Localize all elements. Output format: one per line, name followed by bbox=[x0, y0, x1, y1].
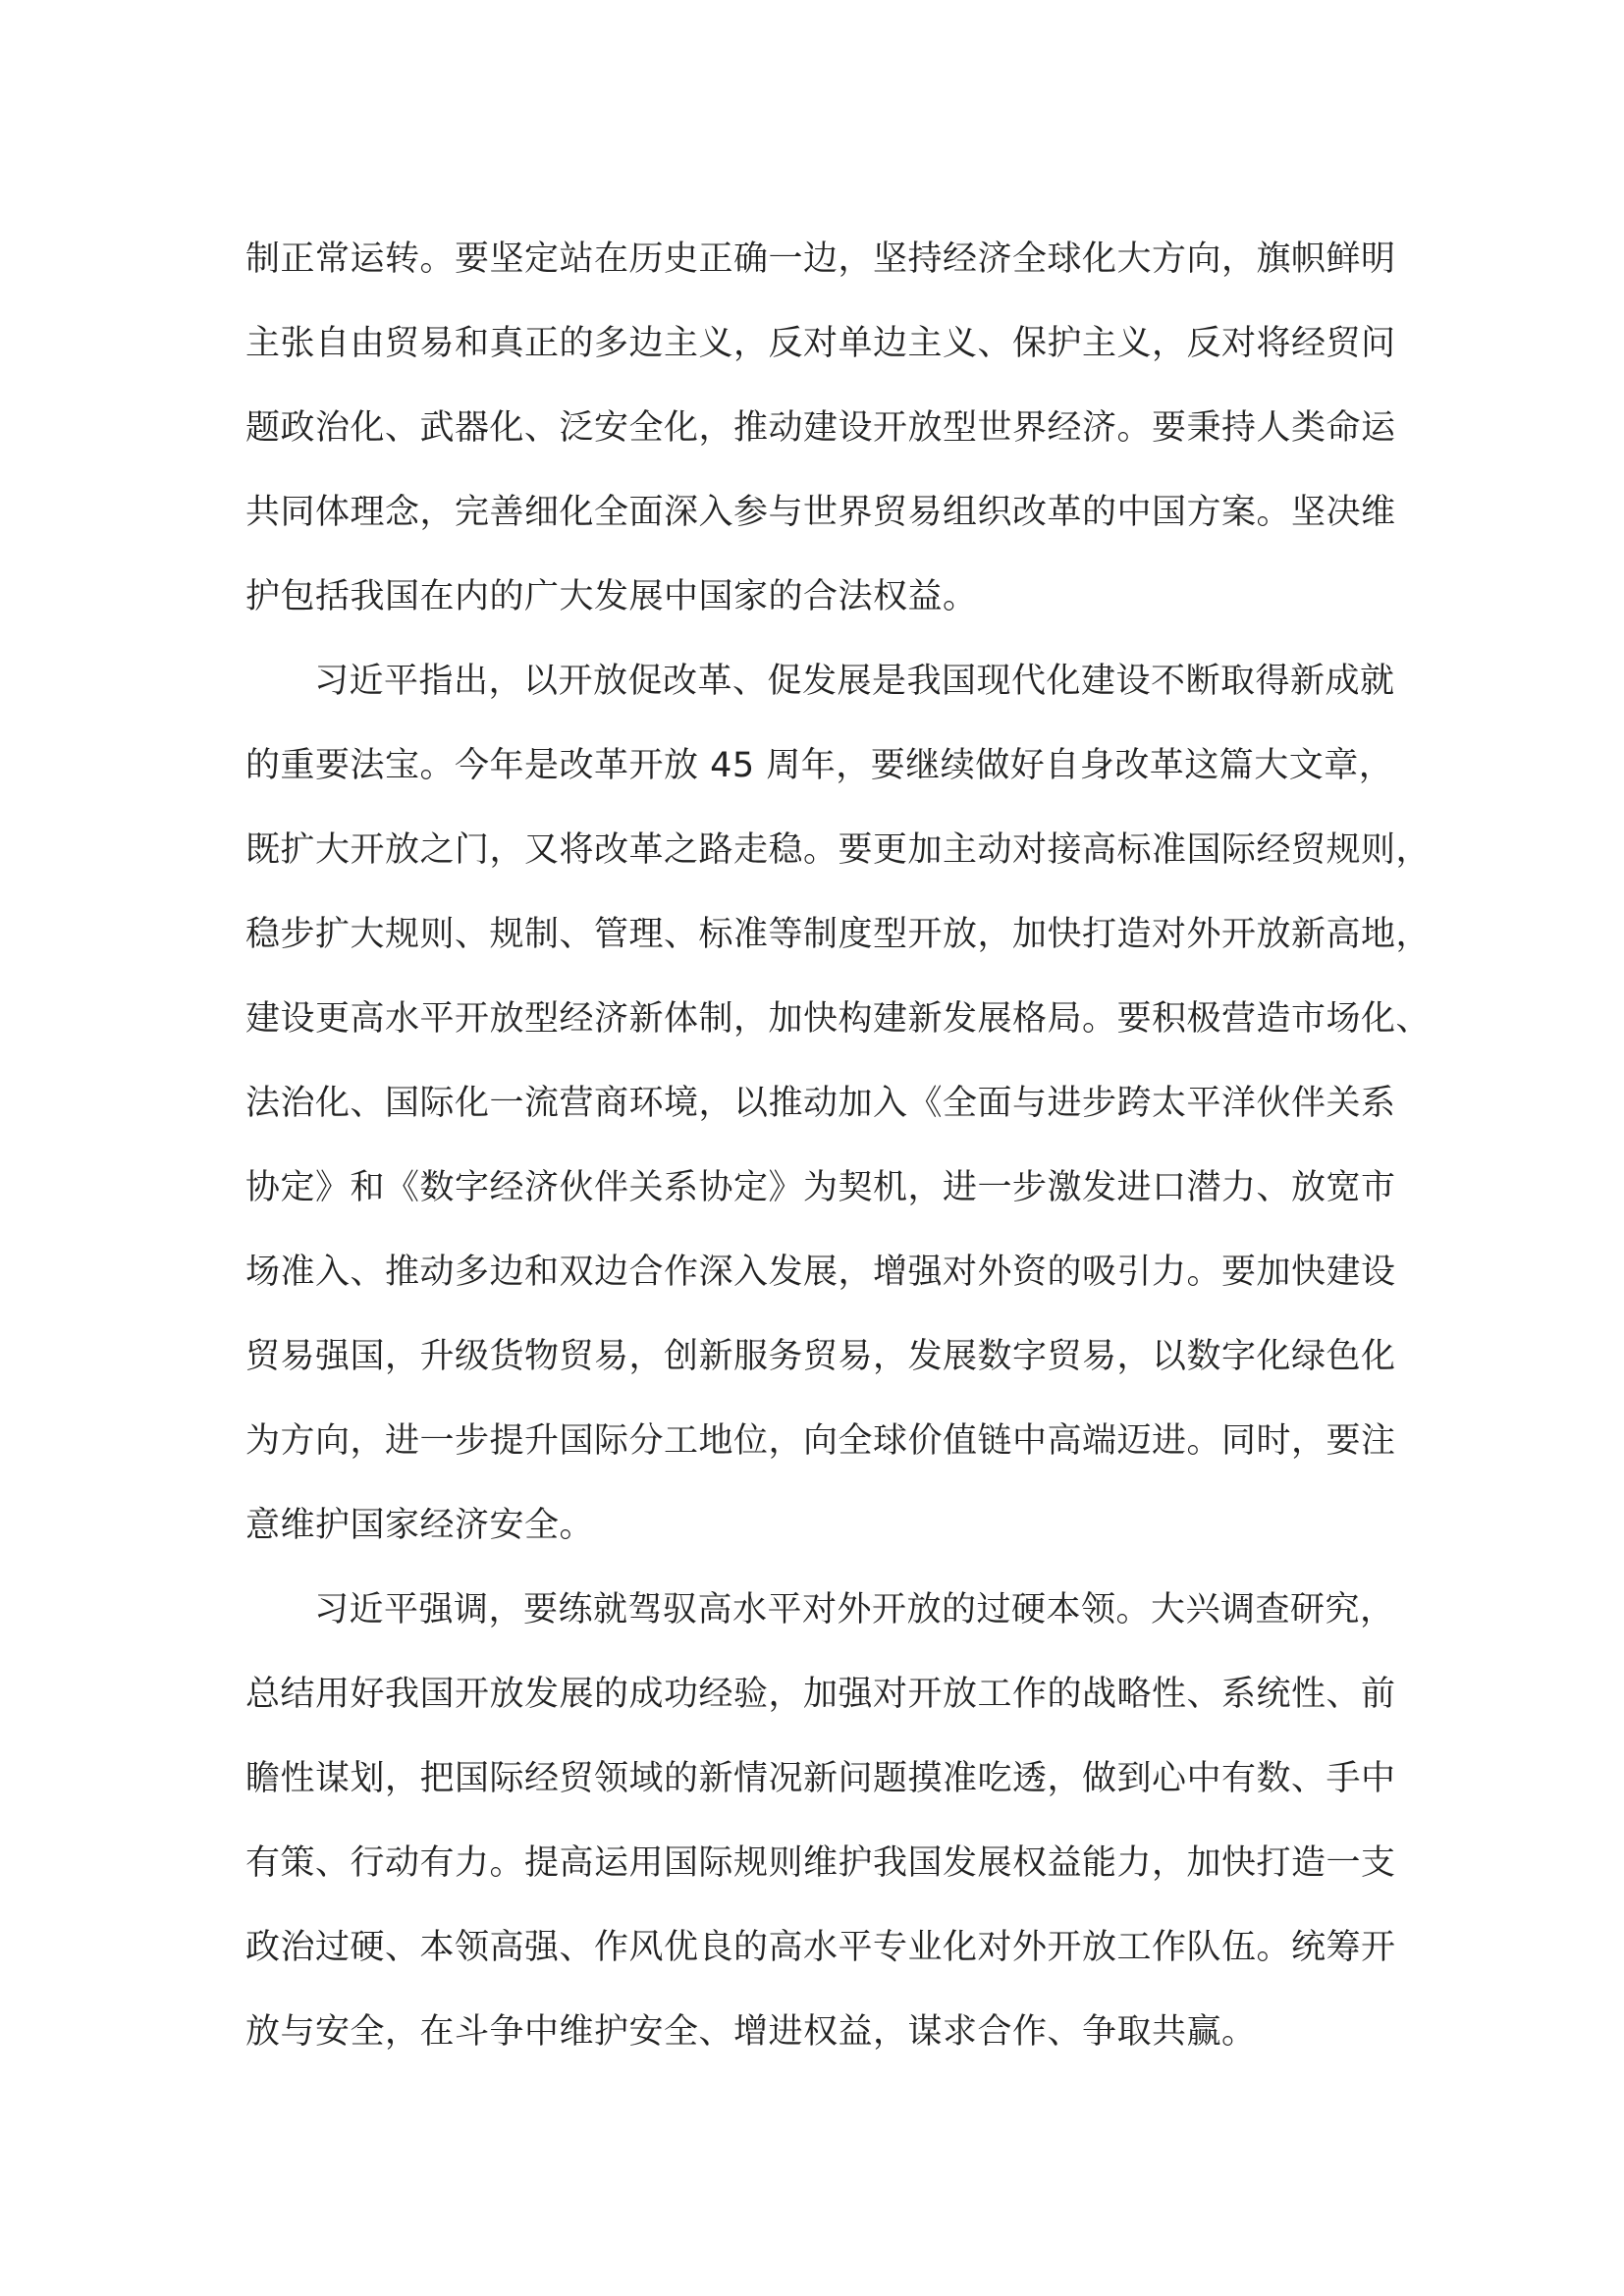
paragraph-line: 的重要法宝。今年是改革开放 45 周年，要继续做好自身改革这篇大文章， bbox=[245, 746, 1394, 785]
paragraph-line: 总结用好我国开放发展的成功经验，加强对开放工作的战略性、系统性、前 bbox=[245, 1675, 1396, 1714]
paragraph-line: 贸易强国，升级货物贸易，创新服务贸易，发展数字贸易，以数字化绿色化 bbox=[245, 1337, 1396, 1376]
paragraph-line: 制正常运转。要坚定站在历史正确一边，坚持经济全球化大方向，旗帜鲜明 bbox=[245, 240, 1396, 279]
paragraph-line: 为方向，进一步提升国际分工地位，向全球价值链中高端迈进。同时，要注 bbox=[245, 1421, 1396, 1461]
paragraph-line: 法治化、国际化一流营商环境，以推动加入《全面与进步跨太平洋伙伴关系 bbox=[245, 1084, 1396, 1123]
paragraph-line: 协定》和《数字经济伙伴关系协定》为契机，进一步激发进口潜力、放宽市 bbox=[245, 1168, 1396, 1207]
paragraph-line: 建设更高水平开放型经济新体制，加快构建新发展格局。要积极营造市场化、 bbox=[245, 999, 1432, 1039]
paragraph-line: 有策、行动有力。提高运用国际规则维护我国发展权益能力，加快打造一支 bbox=[245, 1843, 1396, 1883]
paragraph-first-line: 习近平强调，要练就驾驭高水平对外开放的过硬本领。大兴调查研究， bbox=[314, 1590, 1395, 1629]
paragraph-line: 放与安全，在斗争中维护安全、增进权益，谋求合作、争取共赢。 bbox=[245, 2012, 1257, 2052]
paragraph-line: 稳步扩大规则、规制、管理、标准等制度型开放，加快打造对外开放新高地， bbox=[245, 915, 1432, 954]
paragraph-line: 意维护国家经济安全。 bbox=[245, 1506, 595, 1545]
paragraph-line: 政治过硬、本领高强、作风优良的高水平专业化对外开放工作队伍。统筹开 bbox=[245, 1928, 1396, 1967]
paragraph-line: 主张自由贸易和真正的多边主义，反对单边主义、保护主义，反对将经贸问 bbox=[245, 324, 1396, 363]
paragraph-line: 瞻性谋划，把国际经贸领域的新情况新问题摸准吃透，做到心中有数、手中 bbox=[245, 1759, 1396, 1798]
paragraph-first-line: 习近平指出，以开放促改革、促发展是我国现代化建设不断取得新成就 bbox=[314, 662, 1395, 701]
paragraph-line: 既扩大开放之门，又将改革之路走稳。要更加主动对接高标准国际经贸规则， bbox=[245, 830, 1432, 870]
paragraph-line: 场准入、推动多边和双边合作深入发展，增强对外资的吸引力。要加快建设 bbox=[245, 1253, 1396, 1292]
paragraph-1 bbox=[245, 220, 1404, 642]
paragraph-line: 题政治化、武器化、泛安全化，推动建设开放型世界经济。要秉持人类命运 bbox=[245, 408, 1396, 448]
paragraph-line: 护包括我国在内的广大发展中国家的合法权益。 bbox=[245, 577, 978, 616]
document-body bbox=[245, 220, 1432, 2077]
paragraph-2 bbox=[245, 642, 1432, 1571]
paragraph-line: 共同体理念，完善细化全面深入参与世界贸易组织改革的中国方案。坚决维 bbox=[245, 493, 1396, 532]
paragraph-3 bbox=[245, 1571, 1404, 2077]
